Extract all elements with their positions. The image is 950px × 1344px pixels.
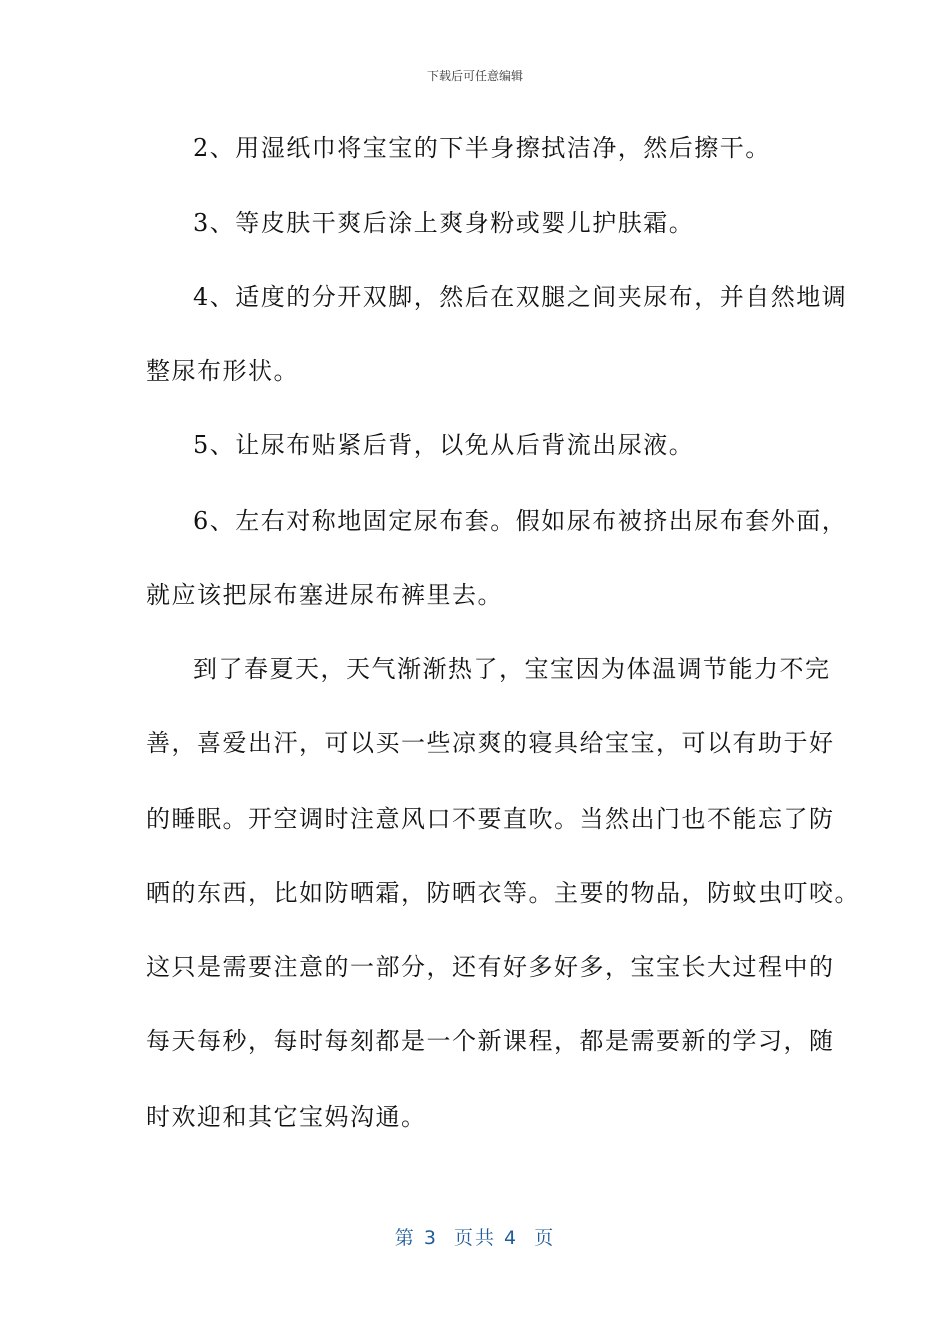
paragraph-line: 4、适度的分开双脚，然后在双腿之间夹尿布，并自然地调: [193, 283, 848, 311]
paragraph-line: 晒的东西，比如防晒霜，防晒衣等。主要的物品，防蚊虫叮咬。: [146, 879, 860, 907]
paragraph-line: 时欢迎和其它宝妈沟通。: [146, 1103, 427, 1131]
paragraph-line: 整尿布形状。: [146, 357, 299, 385]
paragraph-line: 这只是需要注意的一部分，还有好多好多，宝宝长大过程中的: [146, 953, 835, 981]
paragraph-line: 5、让尿布贴紧后背，以免从后背流出尿液。: [193, 431, 695, 459]
page-header: 下载后可任意编辑: [426, 69, 523, 83]
paragraph-line: 的睡眠。开空调时注意风口不要直吹。当然出门也不能忘了防: [146, 805, 835, 833]
paragraph-line: 2、用湿纸巾将宝宝的下半身擦拭洁净，然后擦干。: [193, 134, 771, 162]
paragraph-line: 6、左右对称地固定尿布套。假如尿布被挤出尿布套外面，: [193, 507, 848, 535]
paragraph-line: 善，喜爱出汗，可以买一些凉爽的寝具给宝宝，可以有助于好: [146, 729, 835, 757]
page-number-footer: 第 3 页共 4 页: [394, 1227, 556, 1249]
paragraph-line: 到了春夏天，天气渐渐热了，宝宝因为体温调节能力不完: [193, 655, 831, 683]
paragraph-line: 就应该把尿布塞进尿布裤里去。: [146, 581, 503, 609]
paragraph-line: 3、等皮肤干爽后涂上爽身粉或婴儿护肤霜。: [193, 209, 695, 237]
paragraph-line: 每天每秒，每时每刻都是一个新课程，都是需要新的学习，随: [146, 1027, 835, 1055]
